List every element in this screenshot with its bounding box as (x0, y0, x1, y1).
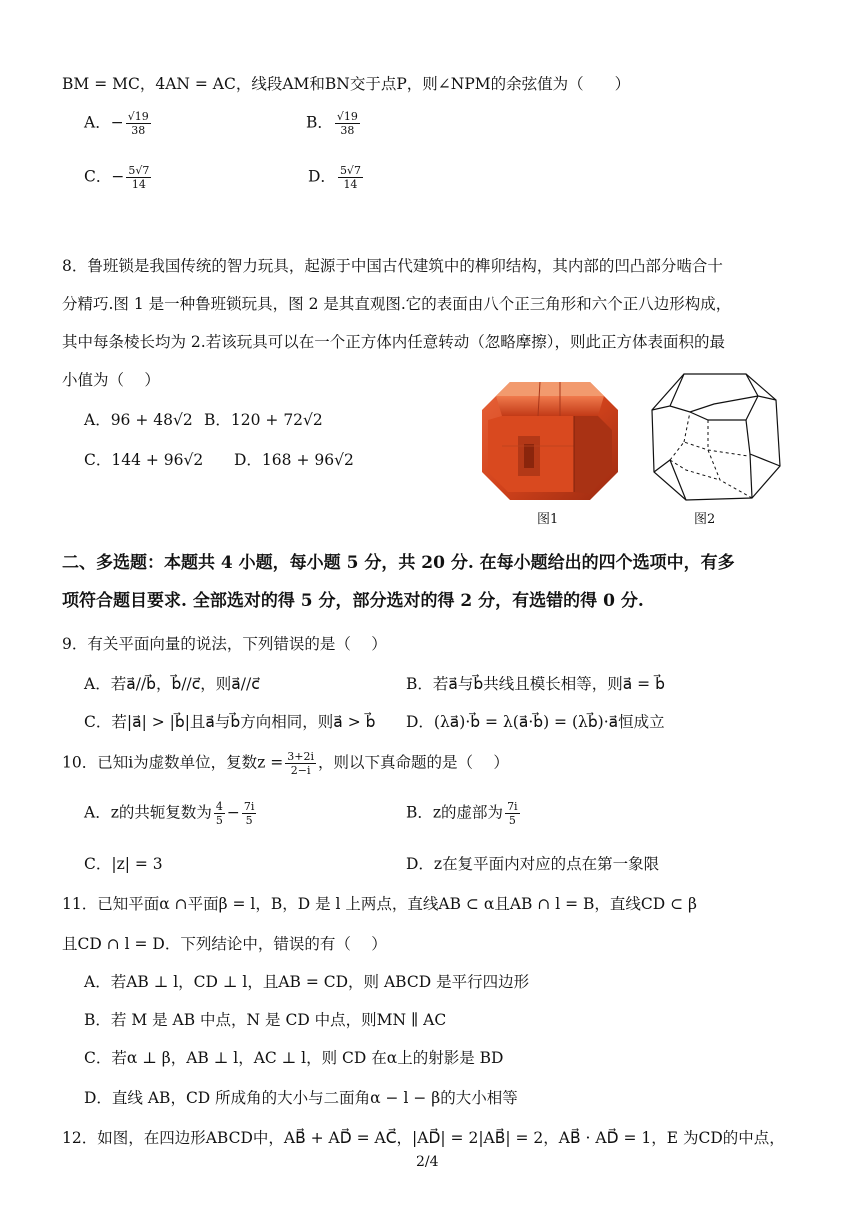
option-fraction (126, 164, 151, 191)
q8-stem-line-2: 分精巧.图 1 是一种鲁班锁玩具，图 2 是其直观图.它的表面由八个正三角形和六个正八边形构成， (62, 295, 732, 313)
section-2-title-line-2: 项符合题目要求. 全部选对的得 5 分，部分选对的得 2 分，有选错的得 0 分. (62, 591, 644, 611)
section-2-title-line-1: 二、多选题：本题共 4 小题，每小题 5 分，共 20 分. 在每小题给出的四个选项中，有多 (62, 553, 735, 573)
q8-option-c[interactable]: C．144 + 96√2 (84, 451, 204, 469)
fraction-den: 2−i (290, 764, 311, 777)
fraction-num: 7i (243, 800, 255, 813)
option-operator: − (226, 803, 240, 822)
option-fraction (242, 800, 257, 827)
fraction-num: 3+2i (287, 750, 314, 763)
q11-option-a[interactable]: A．若AB ⊥ l，CD ⊥ l，且AB = CD，则 ABCD 是平行四边形 (84, 973, 530, 991)
q7-stem: BM = MC，4AN = AC，线段AM和BN交于点P，则∠NPM的余弦值为（ ） (62, 75, 631, 93)
q10-stem-text-tail: ，则以下真命题的是（ ） (318, 753, 509, 772)
q7-option-b[interactable] (306, 110, 362, 137)
q10-option-a[interactable] (84, 800, 258, 827)
option-text: A．z的共轭复数为 (84, 803, 212, 822)
option-sign: − (111, 167, 125, 186)
luban-lock-photo (478, 376, 622, 504)
fraction-num: √19 (127, 110, 149, 123)
q10-option-d[interactable]: D．z在复平面内对应的点在第一象限 (406, 855, 660, 873)
fraction-den: 38 (131, 124, 146, 137)
fraction-den: 5 (215, 814, 223, 827)
q10-stem-fraction (285, 750, 316, 777)
q8-option-b[interactable]: B．120 + 72√2 (204, 411, 323, 429)
fraction-num: 5√7 (339, 164, 361, 177)
q11-option-d[interactable]: D．直线 AB，CD 所成角的大小与二面角α − l − β的大小相等 (84, 1089, 518, 1107)
option-text: B．z的虚部为 (406, 803, 504, 822)
fraction-num: 7i (507, 800, 518, 813)
q7-option-d[interactable] (308, 164, 365, 191)
option-label: B． (306, 113, 333, 132)
option-fraction (335, 110, 360, 137)
fraction-num: 5√7 (128, 164, 150, 177)
option-fraction (126, 110, 151, 137)
q9-option-a[interactable]: A．若a⃗//b⃗，b⃗//c⃗，则a⃗//c⃗ (84, 675, 260, 693)
q9-option-b[interactable]: B．若a⃗与b⃗共线且模长相等，则a⃗ = b⃗ (406, 675, 665, 693)
q11-stem-line-2: 且CD ∩ l = D．下列结论中，错误的有（ ） (62, 935, 387, 953)
q11-stem-line-1: 11．已知平面α ∩平面β = l，B，D 是 l 上两点，直线AB ⊂ α且AB ∩ l = B，直线CD ⊂ β (62, 895, 698, 913)
truncated-cube-diagram (648, 370, 784, 506)
option-label: D． (308, 167, 336, 186)
q10-option-c[interactable]: C．|z| = 3 (84, 855, 163, 873)
option-fraction (214, 800, 225, 827)
q10-stem-text: 10．已知i为虚数单位，复数z = (62, 753, 284, 772)
q12-stem-line-1: 12．如图，在四边形ABCD中，AB⃗ + AD⃗ = AC⃗，|AD⃗| = 2|AB⃗| = 2，AB⃗ · AD⃗ = 1，E 为CD的中点， (62, 1129, 785, 1147)
fraction-den: 5 (508, 814, 516, 827)
fraction-den: 38 (340, 124, 355, 137)
q8-stem-line-4: 小值为（ ） (62, 371, 160, 389)
option-fraction (338, 164, 363, 191)
q11-option-c[interactable]: C．若α ⊥ β，AB ⊥ l，AC ⊥ l，则 CD 在α上的射影是 BD (84, 1049, 504, 1067)
figure-1-caption: 图1 (537, 512, 559, 527)
option-sign: − (110, 113, 124, 132)
q8-option-a[interactable]: A．96 + 48√2 (84, 411, 193, 429)
q8-stem-line-1: 8．鲁班锁是我国传统的智力玩具，起源于中国古代建筑中的榫卯结构，其内部的凹凸部分啮合十 (62, 257, 723, 275)
q10-stem (62, 750, 509, 777)
figure-2-caption: 图2 (694, 512, 716, 527)
q7-option-a[interactable] (84, 110, 153, 137)
option-label: C． (84, 167, 112, 186)
q11-option-b[interactable]: B．若 M 是 AB 中点，N 是 CD 中点，则MN ∥ AC (84, 1011, 447, 1029)
fraction-den: 5 (245, 814, 253, 827)
fraction-den: 14 (343, 178, 358, 191)
page-number: 2/4 (416, 1154, 439, 1170)
fraction-den: 14 (131, 178, 146, 191)
q8-option-d[interactable]: D．168 + 96√2 (234, 451, 354, 469)
q8-stem-line-3: 其中每条棱长均为 2.若该玩具可以在一个正方体内任意转动（忽略摩擦），则此正方体表面积的最 (62, 333, 725, 351)
q9-option-c[interactable]: C．若|a⃗| > |b⃗|且a⃗与b⃗方向相同，则a⃗ > b⃗ (84, 713, 376, 731)
fraction-num: 4 (215, 800, 223, 813)
option-label: A． (84, 113, 111, 132)
q7-option-c[interactable] (84, 164, 153, 191)
fraction-num: √19 (336, 110, 358, 123)
q9-option-d[interactable]: D．(λa⃗)·b⃗ = λ(a⃗·b⃗) = (λb⃗)·a⃗恒成立 (406, 713, 665, 731)
q10-option-b[interactable] (406, 800, 522, 827)
option-fraction (505, 800, 520, 827)
q9-stem: 9．有关平面向量的说法，下列错误的是（ ） (62, 635, 387, 653)
